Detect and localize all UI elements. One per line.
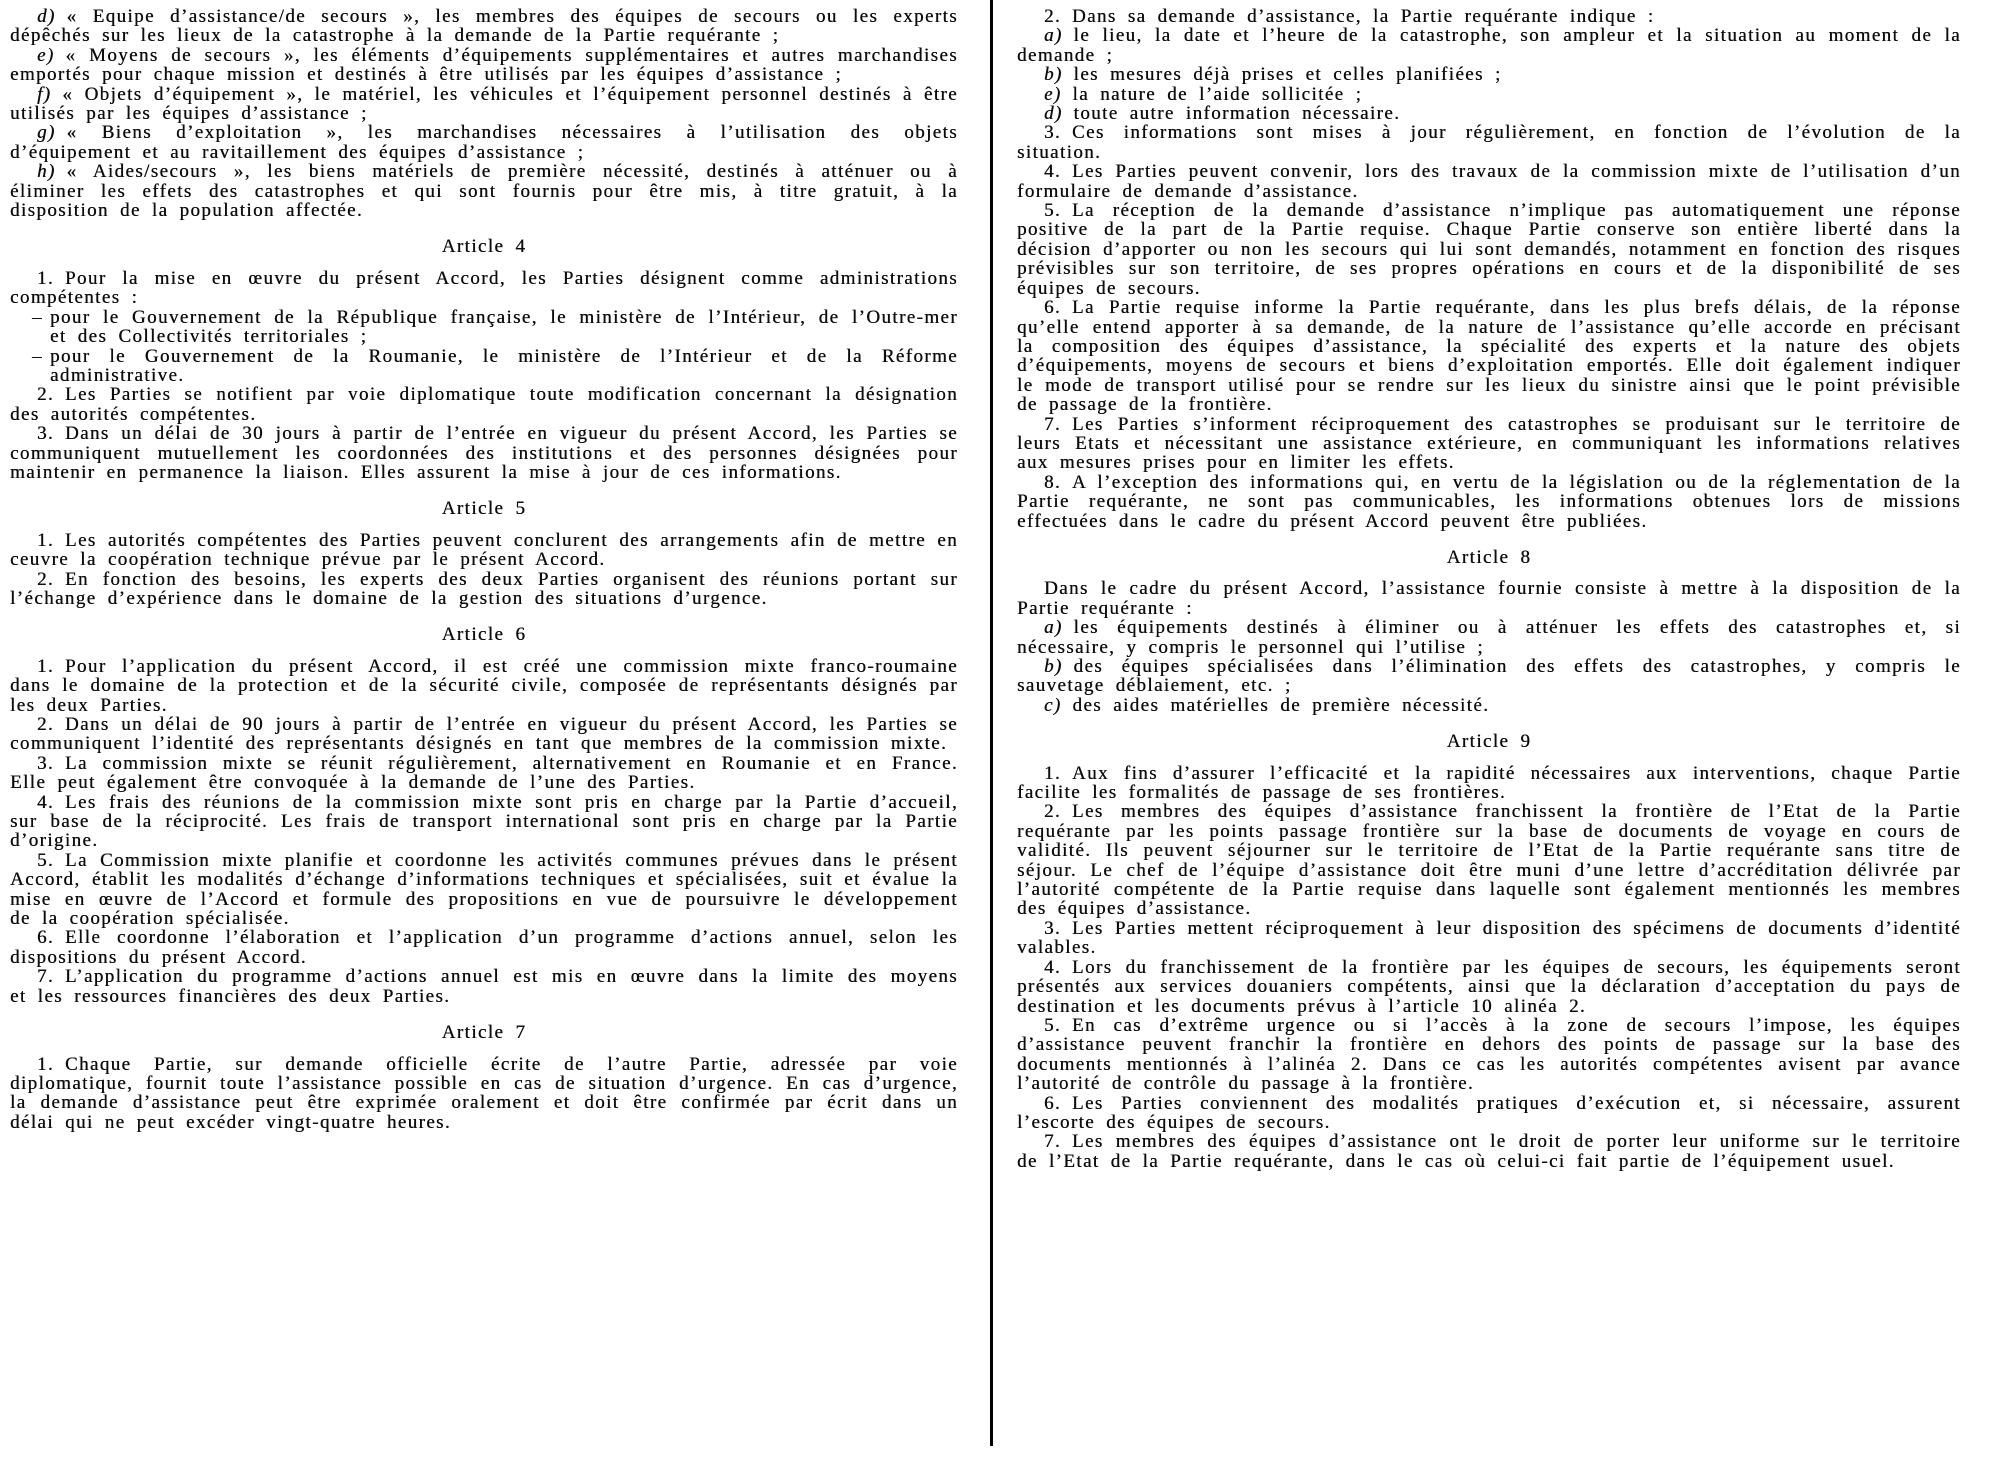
lettered-item: e) « Moyens de secours », les éléments d’équipements supplémentaires et autres marchandises emportés pour chaque mission et destinés à être utilisés par les équipes d’assistance ;	[10, 44, 958, 86]
paragraph: 5. En cas d’extrême urgence ou si l’accès à la zone de secours l’impose, les équipes d’assistance peuvent franchir la frontière en dehors des points de passage sur la base des documents mentionnés à l’alinéa 2. Dans ce cas les autorités compétentes avisent par avance l’autorité de contrôle du passage à la frontière.	[1017, 1014, 1961, 1095]
item-marker: b)	[1044, 64, 1063, 86]
paragraph: 8. A l’exception des informations qui, en vertu de la législation ou de la réglementation de la Partie requérante, ne sont pas communicables, les informations obtenues lors de missions effectuées dans le cadre du présent Accord peuvent être publiées.	[1017, 471, 1961, 532]
lettered-item: g) « Biens d’exploitation », les marchandises nécessaires à l’utilisation des objets d’équipement et au ravitaillement des équipes d’assistance ;	[10, 122, 958, 163]
item-marker: d)	[37, 6, 56, 27]
paragraph: 3. La commission mixte se réunit régulièrement, alternativement en Roumanie et en France. Elle peut également être convoquée à la demande de l’une des Parties.	[10, 752, 958, 794]
item-marker: c)	[1044, 694, 1062, 716]
item-marker: f)	[37, 83, 52, 105]
article-heading: Article 5	[441, 498, 527, 520]
item-marker: a)	[1044, 617, 1063, 639]
right-column	[993, 0, 1991, 1463]
lettered-item: b) des équipes spécialisées dans l’élimination des effets des catastrophes, y compris le sauvetage déblaiement, etc. ;	[1017, 656, 1961, 697]
dash-list-item: – pour le Gouvernement de la Roumanie, le ministère de l’Intérieur et de la Réforme administrative.	[32, 345, 958, 386]
lettered-item: a) le lieu, la date et l’heure de la catastrophe, son ampleur et la situation au moment de la demande ;	[1017, 25, 1961, 66]
dash-marker: –	[32, 306, 43, 328]
paragraph: 7. Les membres des équipes d’assistance ont le droit de porter leur uniforme sur le territoire de l’Etat de la Partie requérante, dans le cas où celui-ci fait partie de l’équipement usuel.	[1017, 1131, 1961, 1172]
paragraph: 6. La Partie requise informe la Partie requérante, dans les plus brefs délais, de la réponse qu’elle entend apporter à sa demande, de la nature de l’assistance qu’elle accorde en précisant la composition des équipes d’assistance, la spécialité des experts et la nature des objets d’équipements, moyens de secours et biens d’exploitation emportés. Elle doit également indiquer le mode de transport utilisé pour se rendre sur les lieux du sinistre ainsi que le point prévisible de passage de la frontière.	[1017, 297, 1961, 416]
paragraph: 1. Pour la mise en œuvre du présent Accord, les Parties désignent comme administrations compétentes :	[10, 267, 958, 309]
item-marker: a)	[1044, 25, 1063, 47]
paragraph: 2. Les Parties se notifient par voie diplomatique toute modification concernant la désignation des autorités compétentes.	[10, 384, 958, 425]
dash-list-item: – pour le Gouvernement de la République française, le ministère de l’Intérieur, de l’Outre-mer et des Collectivités territoriales ;	[32, 306, 958, 348]
paragraph: 1. Aux fins d’assurer l’efficacité et la rapidité nécessaires aux interventions, chaque Partie facilite les formalités de passage de ses frontières.	[1017, 762, 1961, 804]
lettered-item: d) « Equipe d’assistance/de secours », les membres des équipes de secours ou les experts dépêchés sur les lieux de la catastrophe à la demande de la Partie requérante ;	[10, 6, 958, 47]
article-heading: Article 4	[441, 236, 527, 258]
lettered-item: a) les équipements destinés à éliminer ou à atténuer les effets des catastrophes et, si nécessaire, y compris le personnel qui l’utilise ;	[1017, 617, 1961, 658]
paragraph: 7. Les Parties s’informent réciproquement des catastrophes se produisant sur le territoire de leurs Etats et nécessitant une assistance extérieure, en communiquant les informations relatives aux mesures prises pour en limiter les effets.	[1017, 413, 1961, 474]
lettered-item: c) des aides matérielles de première nécessité.	[1044, 694, 1490, 716]
paragraph: 1. Pour l’application du présent Accord, il est créé une commission mixte franco-roumaine dans le domaine de la protection et de la sécurité civile, composée de représentants désignés par les deux Parties.	[10, 655, 958, 716]
paragraph: 2. Dans un délai de 90 jours à partir de l’entrée en vigueur du présent Accord, les Parties se communiquent l’identité des représentants désignés en tant que membres de la commission mixte.	[10, 714, 958, 755]
lettered-item: h) « Aides/secours », les biens matériels de première nécessité, destinés à atténuer ou à éliminer les effets des catastrophes et qui sont fournis pour être mis, à titre gratuit, à la disposition de la population affectée.	[10, 161, 958, 222]
paragraph: 1. Les autorités compétentes des Parties peuvent conclurent des arrangements afin de mettre en ceuvre la coopération technique prévue par le présent Accord.	[10, 529, 958, 571]
item-marker: h)	[37, 161, 56, 183]
lettered-item: d) toute autre information nécessaire.	[1044, 103, 1401, 125]
article-heading: Article 6	[441, 624, 527, 646]
paragraph: 1. Chaque Partie, sur demande officielle écrite de l’autre Partie, adressée par voie diplomatique, fournit toute l’assistance possible en cas de situation d’urgence. En cas d’urgence, la demande d’assistance peut être exprimée oralement et doit être confirmée par écrit dans un délai qui ne peut excéder vingt-quatre heures.	[10, 1053, 958, 1133]
lettered-item: b) les mesures déjà prises et celles planifiées ;	[1044, 64, 1502, 86]
article-heading: Article 9	[1446, 731, 1532, 753]
paragraph: Dans le cadre du présent Accord, l’assistance fournie consiste à mettre à la disposition de la Partie requérante :	[1017, 578, 1961, 619]
paragraph: 6. Elle coordonne l’élaboration et l’application d’un programme d’actions annuel, selon les dispositions du présent Accord.	[10, 927, 958, 968]
paragraph: 4. Les frais des réunions de la commission mixte sont pris en charge par la Partie d’accueil, sur base de la réciprocité. Les frais de transport international sont pris en charge par la Partie d’origine.	[10, 791, 958, 852]
paragraph: 2. En fonction des besoins, les experts des deux Parties organisent des réunions portant sur l’échange d’expérience dans le domaine de la gestion des situations d’urgence.	[10, 568, 958, 609]
lettered-item: e) la nature de l’aide sollicitée ;	[1044, 83, 1363, 105]
paragraph: 5. La Commission mixte planifie et coordonne les activités communes prévues dans le présent Accord, établit les modalités d’échange d’informations techniques et spécialisées, suit et évalue la mise en œuvre de l’Accord et formule des propositions en vue de poursuivre le développement de la coopération spécialisée.	[10, 849, 958, 930]
paragraph: 2. Les membres des équipes d’assistance franchissent la frontière de l’Etat de la Partie requérante par les points passage frontière sur la base de documents de voyage en cours de validité. Ils peuvent séjourner sur le territoire de l’Etat de la Partie requérante sans titre de séjour. Le chef de l’équipe d’assistance doit être muni d’une lettre d’accréditation délivrée par l’autorité compétente de la Partie requise dans laquelle sont également mentionnés les membres des équipes d’assistance.	[1017, 801, 1961, 920]
paragraph: 3. Ces informations sont mises à jour régulièrement, en fonction de l’évolution de la situation.	[1017, 122, 1961, 163]
item-marker: b)	[1044, 656, 1063, 677]
paragraph: 4. Lors du franchissement de la frontière par les équipes de secours, les équipements seront présentés aux services douaniers compétents, ainsi que la déclaration d’acceptation du pays de destination et les documents prévus à l’article 10 alinéa 2.	[1017, 956, 1961, 1017]
paragraph: 7. L’application du programme d’actions annuel est mis en œuvre dans la limite des moyens et les ressources financières des deux Parties.	[10, 966, 958, 1007]
lettered-item: f) « Objets d’équipement », le matériel, les véhicules et l’équipement personnel destinés à être utilisés par les équipes d’assistance ;	[10, 83, 958, 125]
item-marker: e)	[1044, 83, 1062, 105]
article-heading: Article 8	[1446, 546, 1532, 568]
paragraph: 5. La réception de la demande d’assistance n’implique pas automatiquement une réponse positive de la part de la Partie requise. Chaque Partie conserve son entière liberté dans la décision d’apporter ou non les secours qui lui sont demandés, notamment en fonction des risques prévisibles sur son territoire, de ses propres opérations en cours et de la disponibilité de ses équipes de secours.	[1017, 200, 1961, 299]
article-heading: Article 7	[441, 1022, 527, 1044]
paragraph: 2. Dans sa demande d’assistance, la Partie requérante indique :	[1044, 6, 1655, 27]
paragraph: 4. Les Parties peuvent convenir, lors des travaux de la commission mixte de l’utilisation d’un formulaire de demande d’assistance.	[1017, 161, 1961, 202]
paragraph: 6. Les Parties conviennent des modalités pratiques d’exécution et, si nécessaire, assurent l’escorte des équipes de secours.	[1017, 1092, 1961, 1133]
dash-marker: –	[32, 345, 43, 367]
item-marker: g)	[37, 122, 56, 144]
item-marker: e)	[37, 44, 55, 66]
paragraph: 3. Les Parties mettent réciproquement à leur disposition des spécimens de documents d’identité valables.	[1017, 917, 1961, 959]
paragraph: 3. Dans un délai de 30 jours à partir de l’entrée en vigueur du présent Accord, les Parties se communiquent mutuellement les coordonnées des institutions et des personnes désignées pour maintenir en permanence la liaison. Elles assurent la mise à jour de ces informations.	[10, 423, 958, 483]
left-column	[0, 0, 990, 1463]
item-marker: d)	[1044, 103, 1063, 125]
